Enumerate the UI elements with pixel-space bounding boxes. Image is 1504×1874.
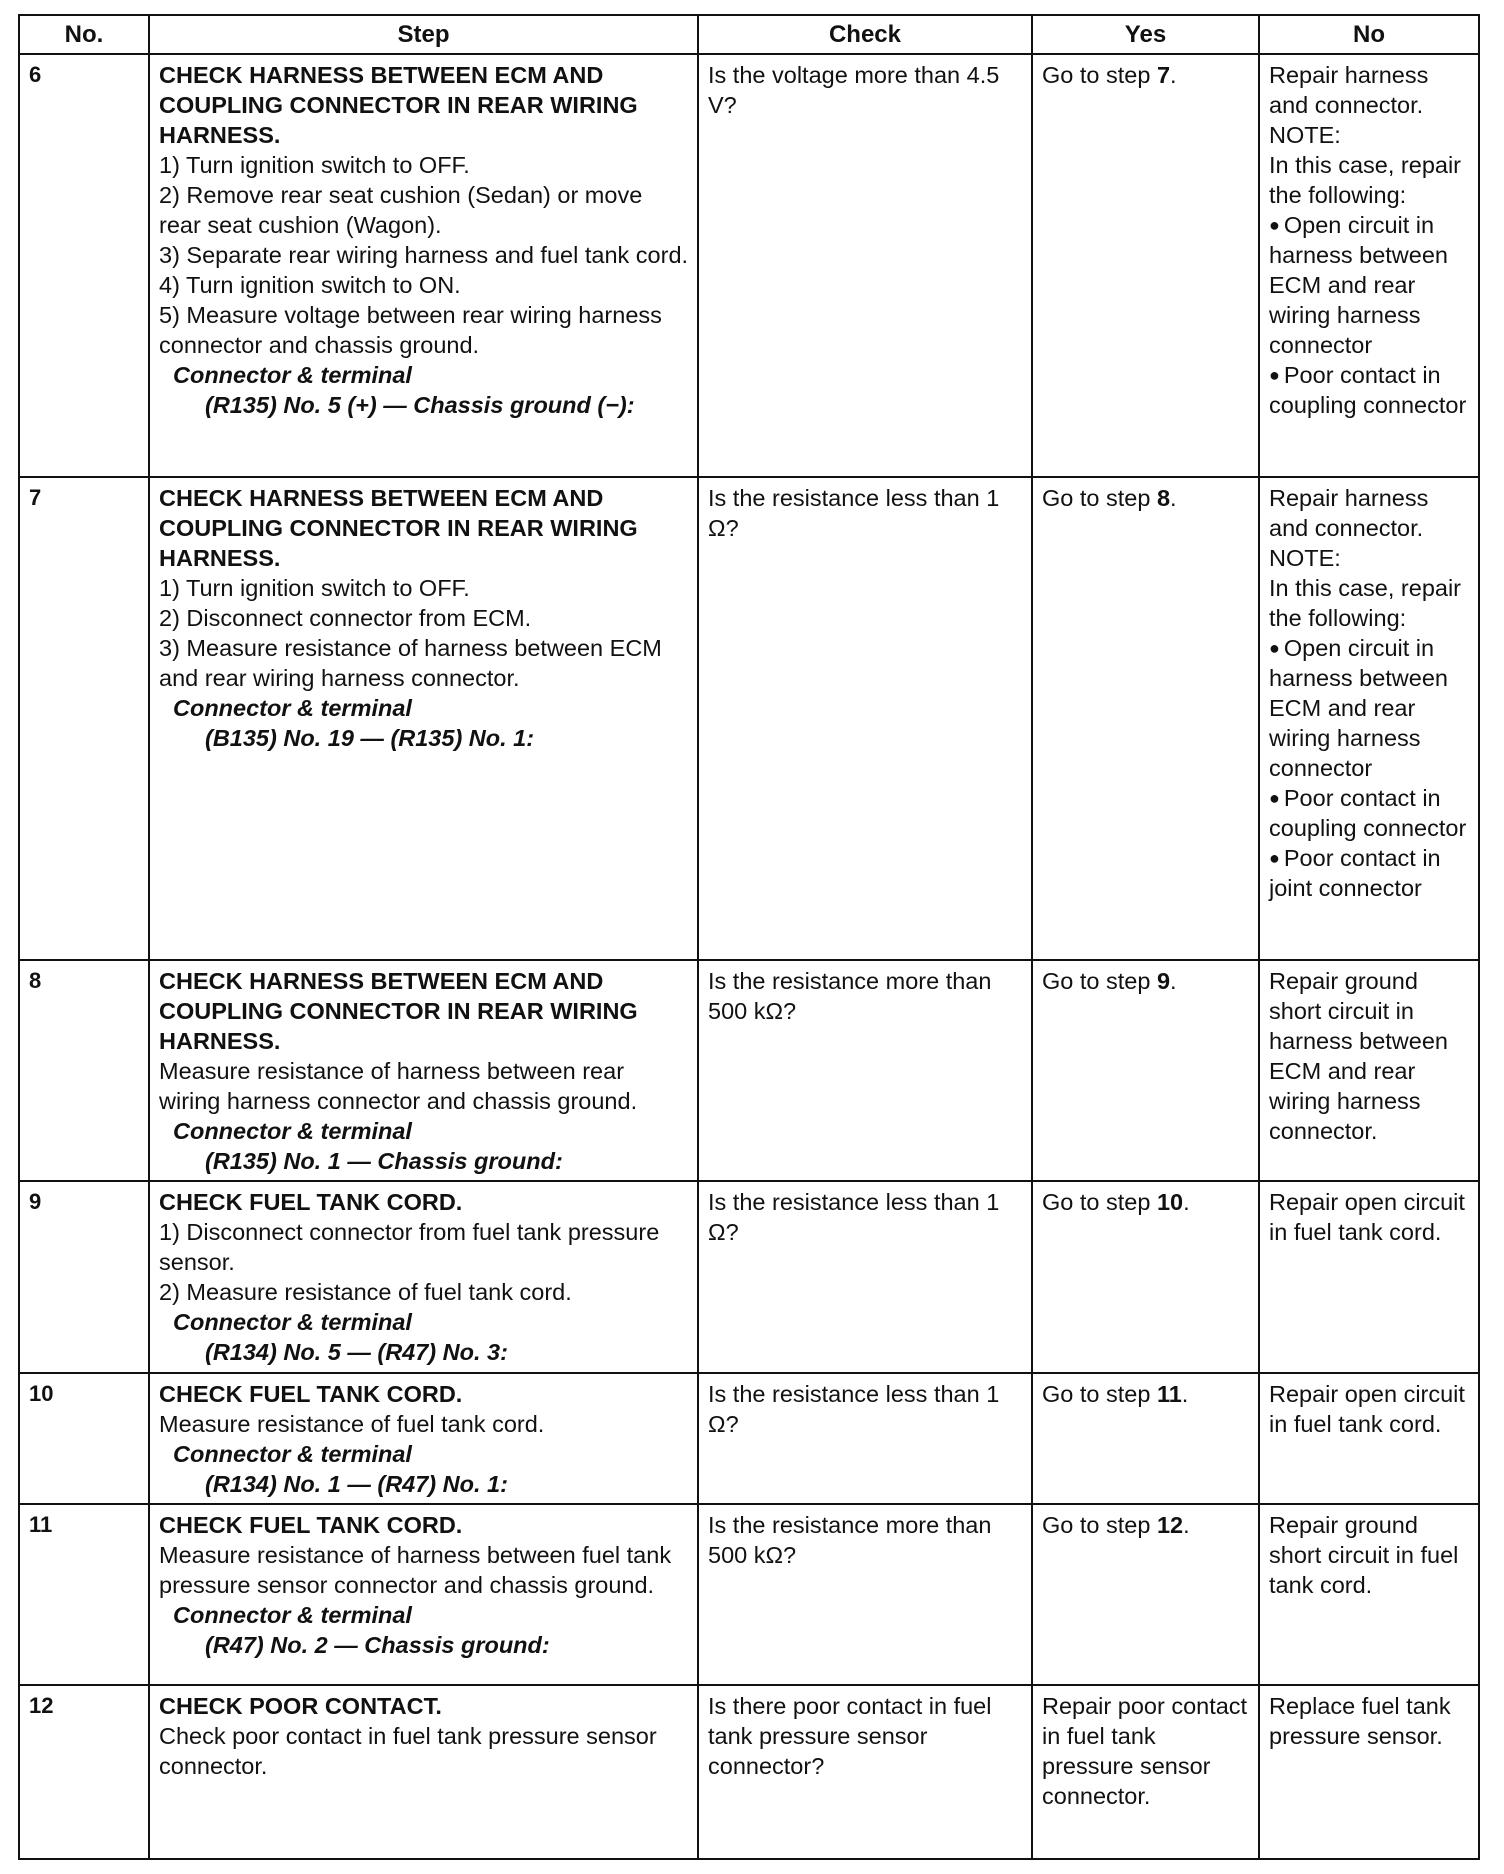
no-cell: [1259, 54, 1479, 477]
no-action: NOTE:: [1269, 544, 1341, 571]
step-instruction: 1) Turn ignition switch to OFF.: [159, 152, 470, 178]
step-title: CHECK HARNESS BETWEEN ECM AND COUPLING CONNECTOR IN REAR WIRING HARNESS.: [159, 62, 638, 148]
yes-cell: [1032, 1685, 1259, 1859]
no-bullet-text: Open circuit in harness between ECM and rear wiring harness connector: [1269, 634, 1448, 781]
table-row: [19, 1504, 1479, 1684]
step-cell: [149, 960, 698, 1181]
step-instruction: 2) Remove rear seat cushion (Sedan) or move rear seat cushion (Wagon).: [159, 182, 643, 238]
step-number: 6: [19, 54, 149, 477]
yes-step-number: 9: [1156, 967, 1171, 994]
yes-action: Repair poor contact in fuel tank pressure sensor connector.: [1042, 1692, 1248, 1809]
no-cell: [1259, 960, 1479, 1181]
yes-cell: [1032, 1181, 1259, 1372]
yes-action: Go to step: [1042, 484, 1157, 511]
connector-terminal-spec: (R47) No. 2 — Chassis ground:: [205, 1632, 550, 1659]
step-instruction: 2) Disconnect connector from ECM.: [159, 604, 532, 631]
no-action: Repair ground short circuit in fuel tank cord.: [1269, 1512, 1459, 1599]
yes-action: Go to step: [1042, 1189, 1157, 1216]
no-cell: [1259, 1181, 1479, 1372]
table-header-row: [19, 15, 1479, 54]
check-question: Is the voltage more than 4.5 V?: [708, 62, 1000, 118]
step-cell: [149, 1181, 698, 1372]
no-bullet-text: Poor contact in coupling connector: [1269, 784, 1467, 841]
step-number: 12: [19, 1685, 149, 1859]
yes-action-end: .: [1181, 1380, 1189, 1407]
step-instruction: 3) Measure resistance of harness between ECM and rear wiring harness connector.: [159, 634, 662, 691]
step-cell: [149, 1504, 698, 1684]
yes-action-end: .: [1183, 1189, 1190, 1216]
step-number: 10: [19, 1373, 149, 1504]
step-instruction: Measure resistance of harness between fuel tank pressure sensor connector and chassis ground.: [159, 1542, 672, 1599]
no-cell: [1259, 1504, 1479, 1684]
yes-action: Go to step: [1042, 62, 1157, 88]
yes-cell: [1032, 1504, 1259, 1684]
table-row: [19, 1181, 1479, 1372]
no-bullet-text: Poor contact in coupling connector: [1269, 362, 1467, 418]
column-header-no-result: No: [1259, 15, 1479, 54]
check-question: Is the resistance less than 1 Ω?: [708, 1380, 1000, 1437]
yes-cell: [1032, 1373, 1259, 1504]
connector-terminal-label: Connector & terminal: [173, 1602, 412, 1629]
step-instruction: 5) Measure voltage between rear wiring harness connector and chassis ground.: [159, 302, 662, 358]
no-action: Replace fuel tank pressure sensor.: [1269, 1692, 1451, 1749]
bullet-icon: ●: [1269, 787, 1280, 808]
yes-step-number: 7: [1156, 62, 1171, 88]
no-bullet-text: Open circuit in harness between ECM and rear wiring harness connector: [1269, 212, 1448, 358]
bullet-icon: ●: [1269, 847, 1280, 868]
table-row: [19, 54, 1479, 477]
yes-action-end: .: [1170, 967, 1177, 994]
table-row: [19, 1685, 1479, 1859]
no-cell: [1259, 477, 1479, 960]
connector-terminal-spec: (R135) No. 5 (+) — Chassis ground (−):: [205, 392, 635, 418]
no-cell: [1259, 1685, 1479, 1859]
no-action: Repair open circuit in fuel tank cord.: [1269, 1380, 1465, 1437]
step-cell: [149, 477, 698, 960]
check-cell: [698, 1373, 1032, 1504]
yes-step-number: 12: [1156, 1512, 1184, 1539]
yes-cell: [1032, 960, 1259, 1181]
table-body: [19, 54, 1479, 1859]
step-cell: [149, 1685, 698, 1859]
check-cell: [698, 477, 1032, 960]
connector-terminal-label: Connector & terminal: [173, 1440, 412, 1467]
yes-step-number: 8: [1156, 484, 1171, 511]
no-action: Repair ground short circuit in harness between ECM and rear wiring harness connector.: [1269, 967, 1448, 1144]
step-instruction: 2) Measure resistance of fuel tank cord.: [159, 1279, 572, 1306]
no-action: In this case, repair the following:: [1269, 574, 1462, 631]
step-number: 9: [19, 1181, 149, 1372]
step-title: CHECK POOR CONTACT.: [159, 1692, 442, 1719]
check-question: Is there poor contact in fuel tank pressure sensor connector?: [708, 1692, 992, 1779]
check-cell: [698, 1504, 1032, 1684]
check-question: Is the resistance less than 1 Ω?: [708, 484, 1000, 541]
no-bullet-item: [1269, 783, 1470, 843]
yes-cell: [1032, 477, 1259, 960]
connector-terminal-spec: (R135) No. 1 — Chassis ground:: [205, 1147, 563, 1174]
step-cell: [149, 1373, 698, 1504]
no-action: In this case, repair the following:: [1269, 152, 1462, 208]
no-bullet-item: [1269, 633, 1470, 783]
no-bullet-item: [1269, 210, 1470, 360]
check-cell: [698, 960, 1032, 1181]
connector-terminal-label: Connector & terminal: [173, 694, 412, 721]
no-bullet-item: [1269, 843, 1470, 903]
step-title: CHECK FUEL TANK CORD.: [159, 1380, 463, 1407]
step-instruction: Measure resistance of fuel tank cord.: [159, 1410, 545, 1437]
no-bullet-text: Poor contact in joint connector: [1269, 844, 1441, 901]
yes-action-end: .: [1183, 1512, 1190, 1539]
connector-terminal-spec: (R134) No. 1 — (R47) No. 1:: [205, 1470, 508, 1497]
no-action: Repair open circuit in fuel tank cord.: [1269, 1189, 1465, 1246]
step-title: CHECK FUEL TANK CORD.: [159, 1512, 463, 1539]
connector-terminal-label: Connector & terminal: [173, 362, 412, 388]
step-instruction: Check poor contact in fuel tank pressure sensor connector.: [159, 1722, 657, 1779]
bullet-icon: ●: [1269, 365, 1280, 385]
step-number: 7: [19, 477, 149, 960]
step-instruction: 3) Separate rear wiring harness and fuel tank cord.: [159, 242, 689, 268]
column-header-yes: Yes: [1032, 15, 1259, 54]
yes-cell: [1032, 54, 1259, 477]
diagnostic-table: [18, 14, 1480, 1860]
step-number: 8: [19, 960, 149, 1181]
yes-action: Go to step: [1042, 967, 1157, 994]
table-row: [19, 960, 1479, 1181]
step-instruction: 1) Disconnect connector from fuel tank pressure sensor.: [159, 1219, 660, 1276]
yes-step-number: 11: [1156, 1380, 1182, 1407]
step-title: CHECK FUEL TANK CORD.: [159, 1189, 463, 1216]
yes-action: Go to step: [1042, 1512, 1157, 1539]
no-action: Repair harness and connector.: [1269, 62, 1429, 118]
check-cell: [698, 54, 1032, 477]
connector-terminal-spec: (B135) No. 19 — (R135) No. 1:: [205, 724, 535, 751]
check-question: Is the resistance more than 500 kΩ?: [708, 967, 992, 1024]
no-action: Repair harness and connector.: [1269, 484, 1429, 541]
check-cell: [698, 1181, 1032, 1372]
column-header-step: Step: [149, 15, 698, 54]
no-bullet-item: [1269, 360, 1470, 420]
table-row: [19, 477, 1479, 960]
yes-action: Go to step: [1042, 1380, 1157, 1407]
table-row: [19, 1373, 1479, 1504]
yes-action-end: .: [1170, 62, 1177, 88]
connector-terminal-spec: (R134) No. 5 — (R47) No. 3:: [205, 1339, 508, 1366]
step-instruction: Measure resistance of harness between rear wiring harness connector and chassis ground.: [159, 1057, 638, 1114]
check-cell: [698, 1685, 1032, 1859]
column-header-no: No.: [19, 15, 149, 54]
connector-terminal-label: Connector & terminal: [173, 1309, 412, 1336]
step-title: CHECK HARNESS BETWEEN ECM AND COUPLING CONNECTOR IN REAR WIRING HARNESS.: [159, 484, 638, 571]
step-instruction: 4) Turn ignition switch to ON.: [159, 272, 461, 298]
step-cell: [149, 54, 698, 477]
yes-action-end: .: [1170, 484, 1177, 511]
check-question: Is the resistance less than 1 Ω?: [708, 1189, 1000, 1246]
no-action: NOTE:: [1269, 122, 1341, 148]
diagnostic-procedure-sheet: [18, 14, 1478, 1860]
column-header-check: Check: [698, 15, 1032, 54]
check-question: Is the resistance more than 500 kΩ?: [708, 1512, 992, 1569]
connector-terminal-label: Connector & terminal: [173, 1117, 412, 1144]
step-number: 11: [19, 1504, 149, 1684]
bullet-icon: ●: [1269, 637, 1280, 658]
yes-step-number: 10: [1156, 1189, 1184, 1216]
step-instruction: 1) Turn ignition switch to OFF.: [159, 574, 470, 601]
no-cell: [1259, 1373, 1479, 1504]
bullet-icon: ●: [1269, 215, 1280, 235]
step-title: CHECK HARNESS BETWEEN ECM AND COUPLING CONNECTOR IN REAR WIRING HARNESS.: [159, 967, 638, 1054]
